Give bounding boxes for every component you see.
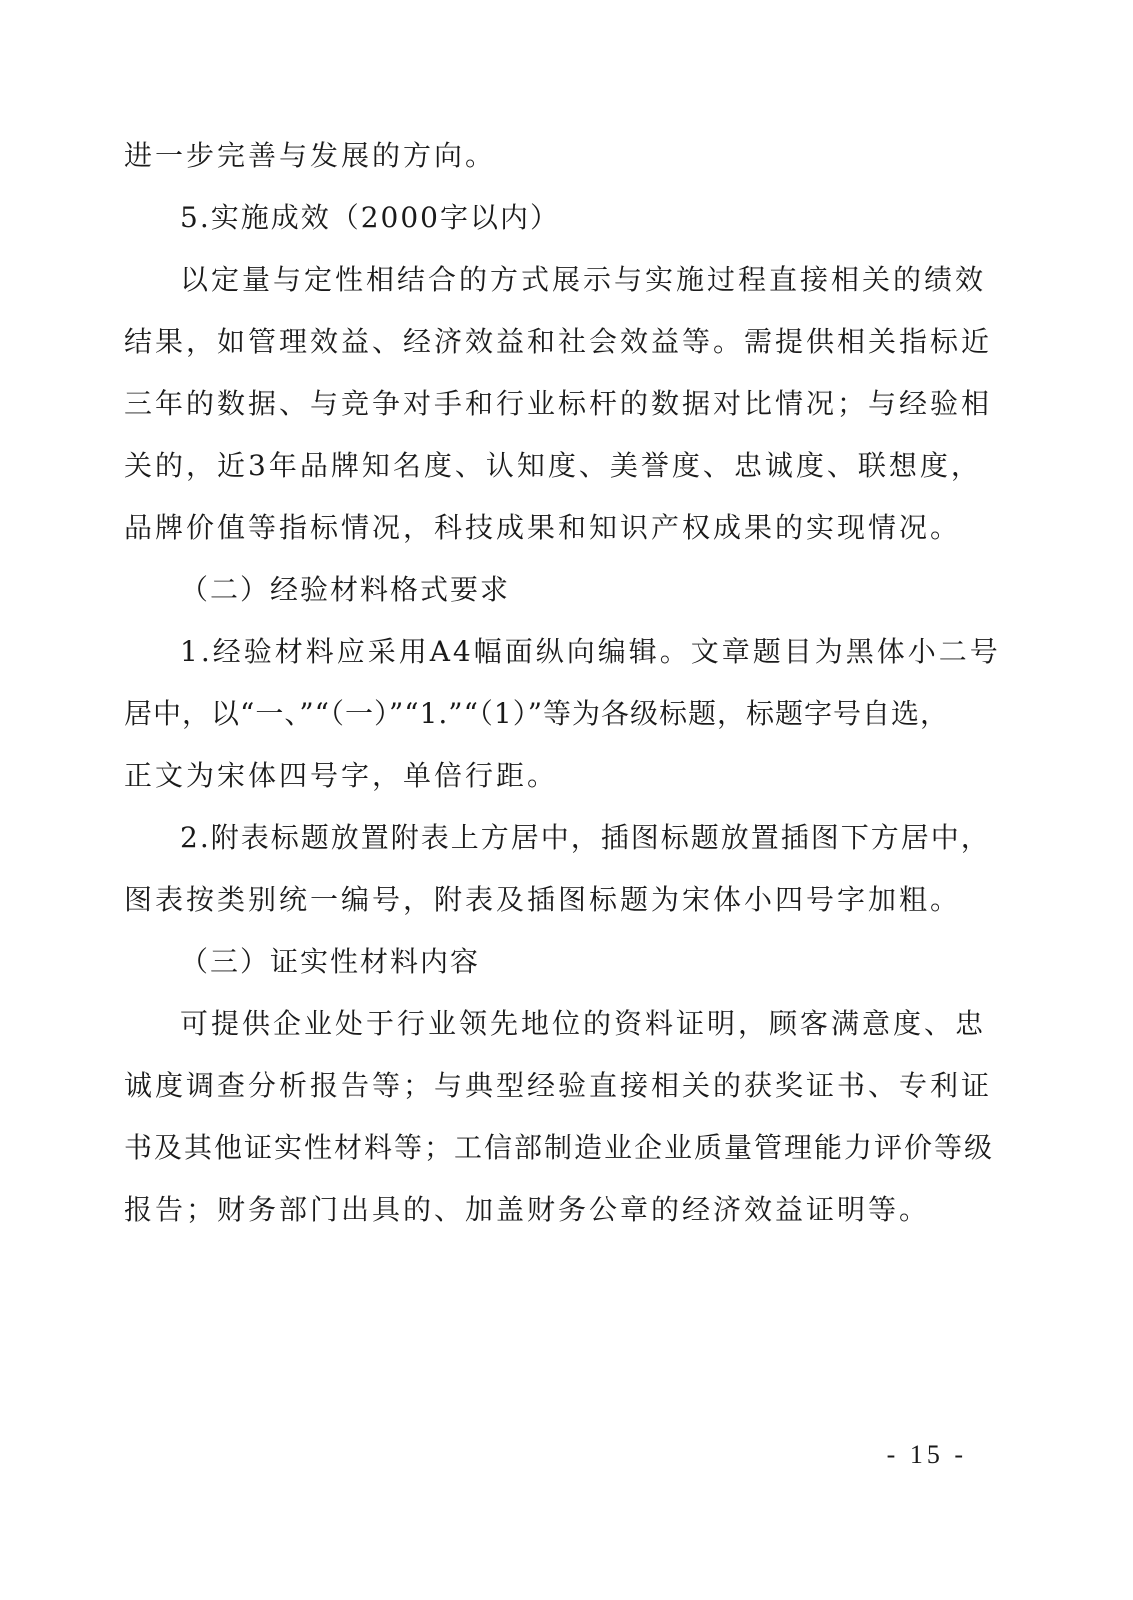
- text-line: 关的，近3年品牌知名度、认知度、美誉度、忠诚度、联想度，: [124, 449, 982, 482]
- text-line: 可提供企业处于行业领先地位的资料证明，顾客满意度、忠: [180, 1007, 987, 1040]
- text-line: 1.经验材料应采用A4幅面纵向编辑。文章题目为黑体小二号: [180, 635, 1001, 668]
- text-line: 诚度调查分析报告等；与典型经验直接相关的获奖证书、专利证: [124, 1069, 993, 1102]
- text-line: 正文为宋体四号字，单倍行距。: [124, 759, 559, 792]
- document-body: [124, 139, 1001, 1256]
- section-heading: （三）证实性材料内容: [180, 945, 481, 978]
- text-line: 2.附表标题放置附表上方居中，插图标题放置插图下方居中，: [180, 821, 991, 854]
- text-line: 图表按类别统一编号，附表及插图标题为宋体小四号字加粗。: [124, 883, 962, 916]
- text-line: 报告；财务部门出具的、加盖财务公章的经济效益证明等。: [124, 1193, 931, 1226]
- text-line: 书及其他证实性材料等；工信部制造业企业质量管理能力评价等级: [124, 1131, 995, 1164]
- text-line: 居中，以“一、”“（一）”“1.”“（1）”等为各级标题，标题字号自选，: [124, 697, 950, 730]
- text-line: 结果，如管理效益、经济效益和社会效益等。需提供相关指标近: [124, 325, 993, 358]
- page-number: - 15 -: [886, 1440, 967, 1469]
- text-line: 品牌价值等指标情况，科技成果和知识产权成果的实现情况。: [124, 511, 962, 544]
- section-heading: 5.实施成效（2000字以内）: [180, 201, 560, 234]
- text-line: 三年的数据、与竞争对手和行业标杆的数据对比情况；与经验相: [124, 387, 993, 420]
- text-line: 进一步完善与发展的方向。: [124, 139, 497, 172]
- section-heading: （二）经验材料格式要求: [180, 573, 511, 606]
- text-line: 以定量与定性相结合的方式展示与实施过程直接相关的绩效: [180, 263, 987, 296]
